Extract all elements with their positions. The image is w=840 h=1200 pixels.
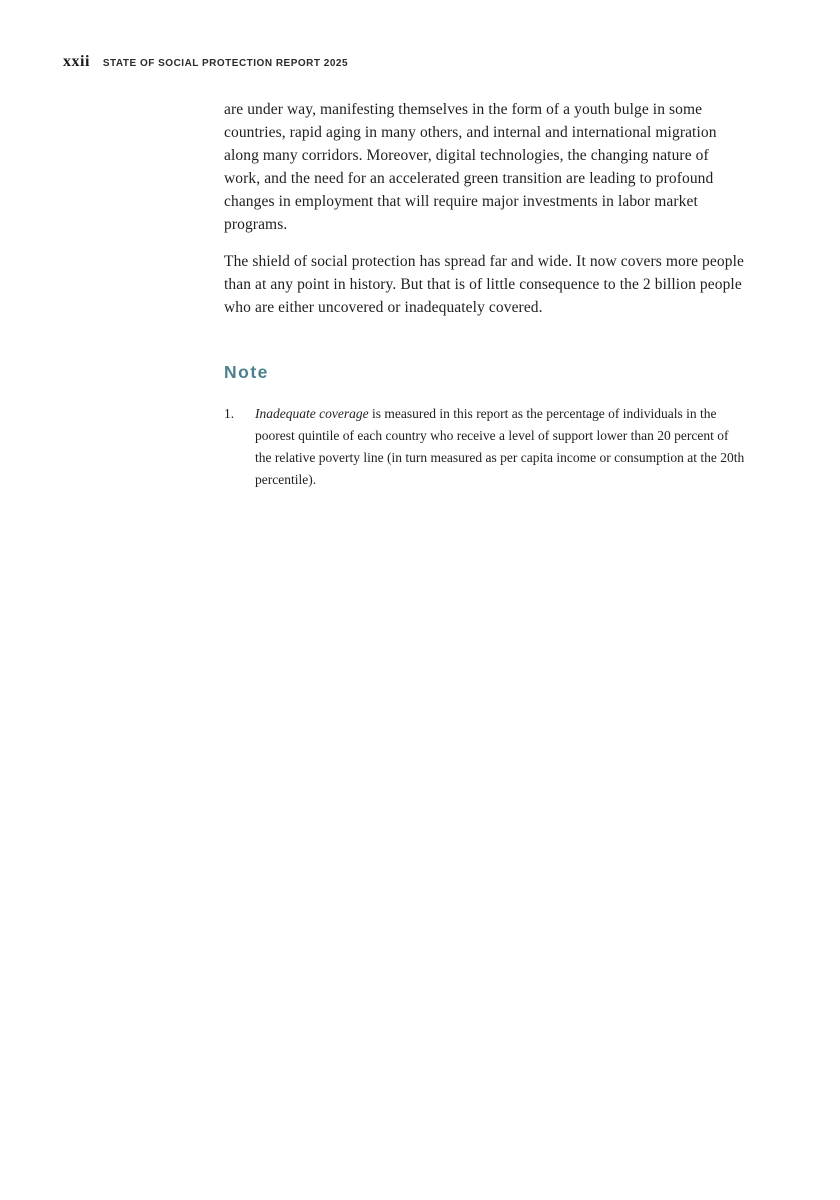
note-text bbox=[255, 403, 746, 491]
notes-heading: Note bbox=[224, 362, 269, 382]
note-body-text: is measured in this report as the percentage of individuals in the poorest quintile of each country who receive a level of support lower than 20 percent of the relative poverty line (in turn measured as per capita income or consumption at the 20th percentile). bbox=[255, 406, 745, 487]
body-paragraph-1: are under way, manifesting themselves in the form of a youth bulge in some countries, rapid aging in many others, and internal and international migration along many corridors. Moreover, digital technologies, the changing nature of work, and the need for an accelerated green transition are leading to profound changes in employment that will require major investments in labor market programs. bbox=[224, 101, 717, 233]
body-paragraph-2: The shield of social protection has spread far and wide. It now covers more people than at any point in history. But that is of little consequence to the 2 billion people who are either uncovered or inadequately covered. bbox=[224, 253, 744, 316]
page-number: xxii bbox=[63, 53, 90, 70]
note-term-italic: Inadequate coverage bbox=[255, 406, 369, 421]
note-item bbox=[224, 403, 746, 491]
page-header bbox=[63, 53, 348, 71]
page-content bbox=[224, 98, 746, 491]
running-title: STATE OF SOCIAL PROTECTION REPORT 2025 bbox=[102, 58, 349, 69]
note-number: 1. bbox=[224, 406, 235, 421]
notes-list bbox=[224, 403, 746, 491]
